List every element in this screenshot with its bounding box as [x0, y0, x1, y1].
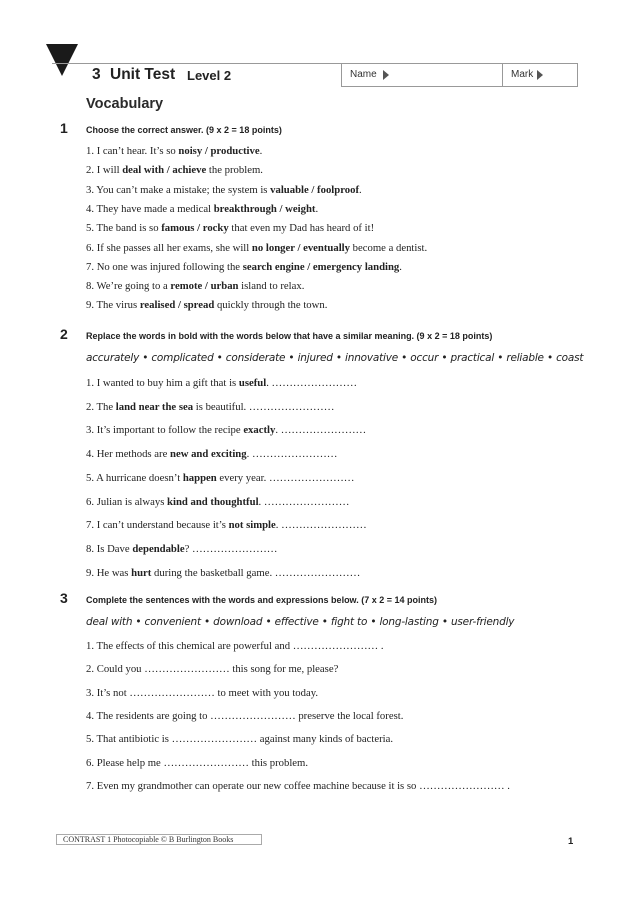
item-text: that even my Dad has heard of it!	[228, 222, 375, 235]
item-bold-text: realised / spread	[139, 299, 215, 312]
exercise-item	[86, 424, 366, 436]
exercise-item	[86, 401, 334, 413]
item-text: 4. Her methods are	[86, 448, 170, 461]
item-bold-text: famous / rocky	[161, 222, 229, 235]
item-bold-text: land near the sea	[115, 400, 194, 413]
item-bold-text: dependable	[132, 542, 185, 555]
item-bold-text: breakthrough / weight	[213, 202, 316, 215]
item-text: the problem.	[206, 164, 263, 177]
exercise-item	[86, 780, 510, 792]
name-arrow-icon	[383, 70, 389, 80]
item-text: 1. I can’t hear. It’s so	[86, 145, 179, 157]
item-text: 2. I will	[86, 164, 123, 177]
exercise-item	[86, 496, 349, 508]
unit-number: 3	[92, 66, 101, 83]
item-text: 6. Please help me …………………… this problem.	[86, 756, 309, 769]
item-bold-text: hurt	[131, 566, 152, 579]
item-bold-text: not simple	[228, 519, 276, 532]
item-text: 7. I can’t understand because it’s	[86, 519, 229, 532]
exercise-2-wordlist: accurately • complicated • considerate • injured • innovative • occur • practical • reliable • coast	[86, 352, 584, 364]
item-text: . ……………………	[258, 495, 350, 508]
exercise-item	[86, 377, 357, 389]
item-text: .	[259, 145, 263, 157]
item-bold-text: noisy / productive	[178, 145, 260, 157]
item-text: 5. That antibiotic is …………………… against many kinds of bacteria.	[86, 733, 394, 746]
mark-arrow-icon	[537, 70, 543, 80]
publisher-footer: CONTRAST 1 Photocopiable © B Burlington Books	[56, 834, 262, 845]
exercise-item	[86, 543, 278, 555]
exercise-item	[86, 203, 318, 215]
mark-label: Mark	[511, 69, 534, 80]
exercise-item	[86, 663, 338, 675]
header-triangle-marker	[46, 44, 78, 76]
item-text: during the basketball game. ……………………	[151, 566, 361, 579]
unit-title: Unit Test	[110, 66, 176, 83]
exercise-item	[86, 242, 427, 254]
exercise-item	[86, 733, 393, 745]
item-text: 2. Could you …………………… this song for me, please?	[86, 663, 339, 676]
item-text: .	[399, 260, 402, 273]
exercise-item	[86, 448, 337, 460]
exercise-3-wordlist: deal with • convenient • download • effective • fight to • long-lasting • user-friendly	[86, 616, 515, 628]
item-text: 7. No one was injured following the	[86, 260, 243, 273]
exercise-item	[86, 757, 308, 769]
item-text: .	[359, 183, 362, 196]
page-number: 1	[568, 836, 574, 847]
item-text: every year. ……………………	[216, 471, 355, 484]
item-text: 7. Even my grandmother can operate our new coffee machine because it is so …………………… .	[86, 779, 510, 792]
name-label: Name	[350, 69, 377, 80]
item-text: 6. If she passes all her exams, she will	[86, 241, 252, 254]
item-text: become a dentist.	[350, 241, 428, 254]
exercise-item	[86, 519, 367, 531]
item-text: quickly through the town.	[214, 299, 328, 312]
item-bold-text: deal with / achieve	[122, 164, 207, 177]
exercise-item	[86, 164, 263, 176]
item-text: 8. Is Dave	[86, 542, 133, 555]
name-field[interactable]	[341, 63, 503, 87]
item-bold-text: kind and thoughtful	[167, 495, 259, 508]
level-label: Level 2	[187, 68, 232, 83]
item-text: 9. The virus	[86, 299, 140, 312]
exercise-3-instruction: Complete the sentences with the words and expressions below. (7 x 2 = 14 points)	[86, 595, 438, 605]
item-text: ? ……………………	[184, 542, 278, 555]
item-text: 9. He was	[86, 566, 132, 579]
item-bold-text: useful	[238, 377, 267, 389]
item-text: 6. Julian is always	[86, 495, 168, 508]
item-text: . ……………………	[275, 519, 367, 532]
exercise-item	[86, 145, 262, 157]
item-text: island to relax.	[238, 280, 305, 293]
item-text: 4. The residents are going to …………………… preserve the local forest.	[86, 709, 404, 722]
exercise-1-instruction: Choose the correct answer. (9 x 2 = 18 points)	[86, 125, 282, 135]
exercise-item	[86, 472, 354, 484]
item-bold-text: new and exciting	[170, 448, 247, 461]
exercise-item	[86, 261, 402, 273]
item-text: 3. You can’t make a mistake; the system is	[86, 183, 271, 196]
item-text: 2. The	[86, 400, 116, 413]
item-text: 1. The effects of this chemical are powerful and …………………… .	[86, 640, 384, 652]
item-text: 8. We’re going to a	[86, 280, 171, 293]
exercise-item	[86, 184, 362, 196]
mark-field[interactable]	[502, 63, 578, 87]
item-text: 5. The band is so	[86, 222, 162, 235]
item-text: .	[315, 202, 319, 215]
exercise-item	[86, 710, 403, 722]
exercise-item	[86, 222, 374, 234]
exercise-1-number: 1	[60, 120, 68, 136]
item-bold-text: happen	[182, 471, 217, 484]
item-text: 5. A hurricane doesn’t	[86, 471, 183, 484]
exercise-item	[86, 567, 360, 579]
exercise-2-number: 2	[60, 326, 68, 342]
item-text: 4. They have made a medical	[86, 202, 214, 215]
item-text: 3. It’s important to follow the recipe	[86, 424, 244, 437]
item-text: is beautiful. ……………………	[193, 400, 335, 413]
item-text: . ……………………	[246, 448, 338, 461]
exercise-item	[86, 640, 384, 652]
item-text: 1. I wanted to buy him a gift that is	[86, 377, 239, 389]
exercise-2-instruction: Replace the words in bold with the words below that have a similar meaning. (9 x 2 = 18 points)	[86, 331, 493, 341]
item-bold-text: remote / urban	[170, 280, 239, 293]
item-bold-text: search engine / emergency landing	[242, 260, 400, 273]
item-bold-text: no longer / eventually	[251, 241, 350, 254]
exercise-item	[86, 280, 304, 292]
item-bold-text: exactly	[243, 424, 276, 437]
item-text: 3. It’s not …………………… to meet with you today.	[86, 686, 319, 699]
item-text: . ……………………	[266, 377, 358, 389]
section-title: Vocabulary	[86, 96, 164, 112]
exercise-item	[86, 299, 327, 311]
exercise-item	[86, 687, 318, 699]
exercise-3-number: 3	[60, 590, 68, 606]
item-bold-text: valuable / foolproof	[270, 183, 360, 196]
item-text: . ……………………	[275, 424, 367, 437]
